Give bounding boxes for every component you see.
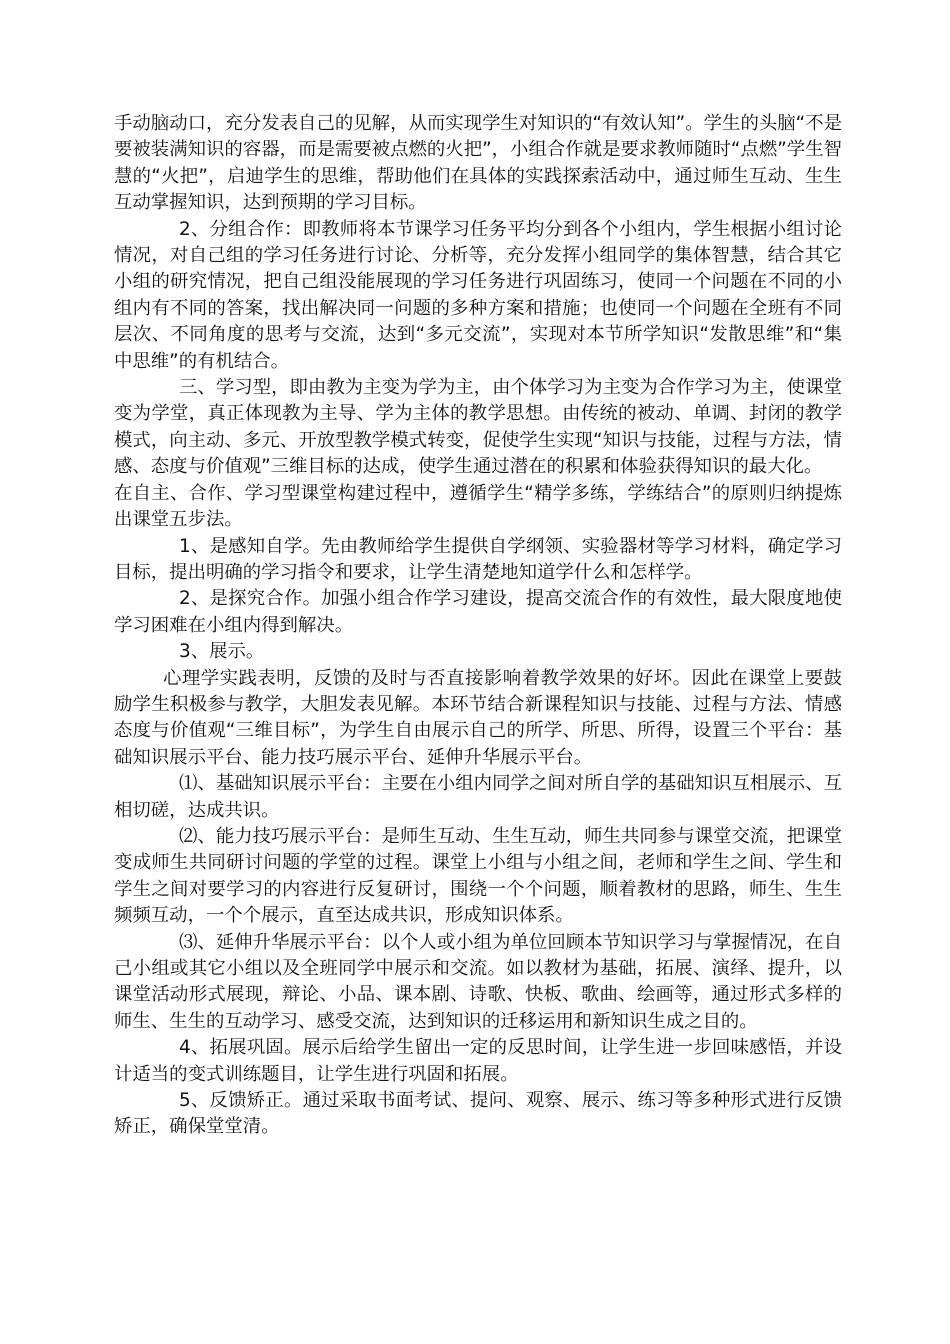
paragraph-step-5: 5、反馈矫正。通过采取书面考试、提问、观察、展示、练习等多种形式进行反馈矫正，确保堂堂清。	[114, 1090, 842, 1138]
paragraph-platform-2: ⑵、能力技巧展示平台：是师生互动、生生互动，师生共同参与课堂交流，把课堂变成师生共同研讨问题的学堂的过程。课堂上小组与小组之间，老师和学生之间、学生和学生之间对要学习的内容进行反复研讨，围绕一个个问题，顺着教材的思路，师生、生生频频互动，一个个展示，直至达成共识，形成知识体系。	[114, 825, 842, 927]
paragraph-step-4: 4、拓展巩固。展示后给学生留出一定的反思时间，让学生进一步回味感悟，并设计适当的变式训练题目，让学生进行巩固和拓展。	[114, 1037, 842, 1085]
paragraph-intro-continuation: 手动脑动口，充分发表自己的见解，从而实现学生对知识的“有效认知”。学生的头脑“不是要被装满知识的容器，而是需要被点燃的火把”，小组合作就是要求教师随时“点燃”学生智慧的“火把”，启迪学生的思维，帮助他们在具体的实践探索活动中，通过师生互动、生生互动掌握知识，达到预期的学习目标。	[114, 113, 842, 214]
paragraph-step-1: 1、是感知自学。先由教师给学生提供自学纲领、实验器材等学习材料，确定学习目标，提出明确的学习指令和要求，让学生清楚地知道学什么和怎样学。	[114, 535, 842, 583]
paragraph-step-3-heading: 3、展示。	[179, 641, 265, 663]
paragraph-psychology: 心理学实践表明，反馈的及时与否直接影响着教学效果的好坏。因此在课堂上要鼓励学生积极参与教学，大胆发表见解。本环节结合新课程知识与技能、过程与方法、情感态度与价值观“三维目标”，为学生自由展示自己的所学、所思、所得，设置三个平台：基础知识展示平台、能力技巧展示平台、延伸升华展示平台。	[114, 667, 842, 768]
paragraph-group-cooperation: 2、分组合作：即教师将本节课学习任务平均分到各个小组内，学生根据小组讨论情况，对自己组的学习任务进行讨论、分析等，充分发挥小组同学的集体智慧，结合其它小组的研究情况，把自己组没能展现的学习任务进行巩固练习，使同一个问题在不同的小组内有不同的答案，找出解决同一问题的多种方案和措施；也使同一个问题在全班有不同层次、不同角度的思考与交流，达到“多元交流”，实现对本节所学知识“发散思维”和“集中思维”的有机结合。	[114, 218, 842, 372]
paragraph-platform-1: ⑴、基础知识展示平台：主要在小组内同学之间对所自学的基础知识互相展示、互相切磋，达成共识。	[114, 773, 842, 821]
paragraph-step-2: 2、是探究合作。加强小组合作学习建设，提高交流合作的有效性，最大限度地使学习困难在小组内得到解决。	[114, 588, 842, 636]
paragraph-platform-3: ⑶、延伸升华展示平台：以个人或小组为单位回顾本节知识学习与掌握情况，在自己小组或其它小组以及全班同学中展示和交流。如以教材为基础，拓展、演绎、提升，以课堂活动形式展现，辩论、小品、课本剧、诗歌、快板、歌曲、绘画等，通过形式多样的师生、生生的互动学习、感受交流，达到知识的迁移运用和新知识生成之目的。	[114, 931, 842, 1032]
paragraph-five-steps-intro: 在自主、合作、学习型课堂构建过程中，遵循学生“精学多练，学练结合”的原则归纳提炼出课堂五步法。	[114, 482, 842, 531]
document-page	[114, 111, 842, 1141]
paragraph-learning-type: 三、学习型，即由教为主变为学为主，由个体学习为主变为合作学习为主，使课堂变为学堂，真正体现教为主导、学为主体的教学思想。由传统的被动、单调、封闭的教学模式，向主动、多元、开放型教学模式转变，促使学生实现“知识与技能，过程与方法，情感、态度与价值观”三维目标的达成，使学生通过潜在的积累和体验获得知识的最大化。	[114, 377, 842, 478]
